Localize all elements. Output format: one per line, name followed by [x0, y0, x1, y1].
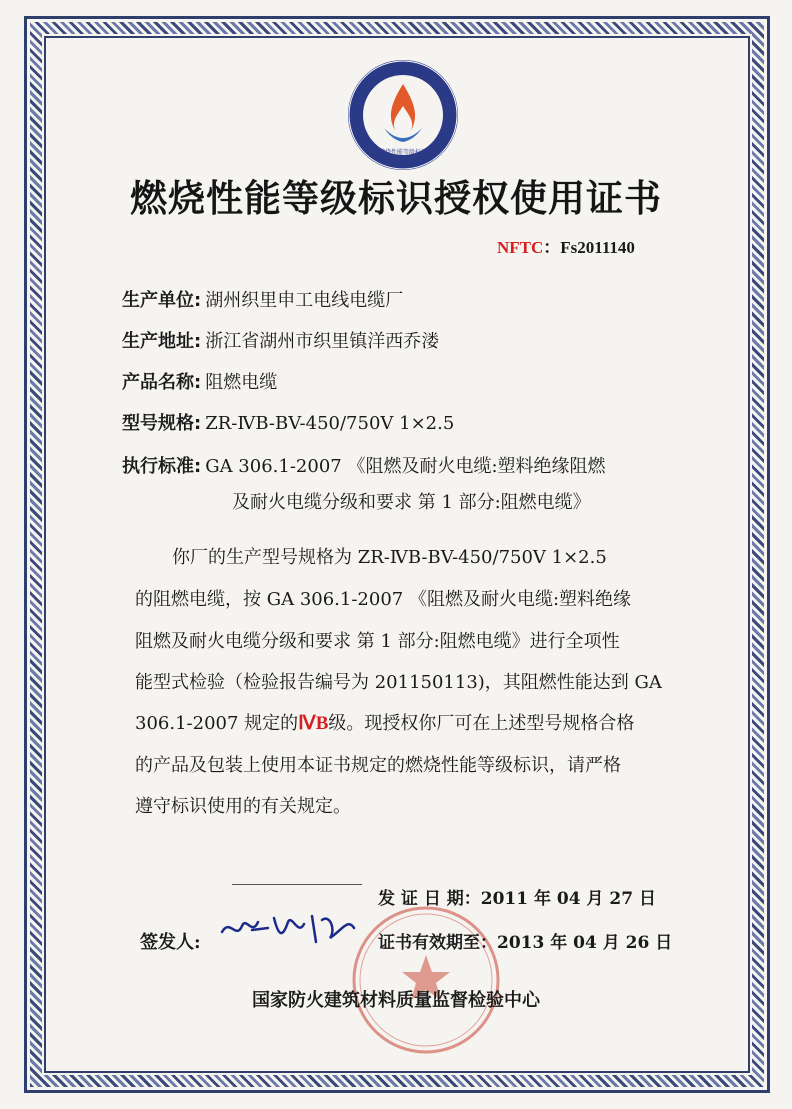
field-manufacturer: [122, 286, 403, 312]
signer-label: 签发人:: [140, 932, 201, 953]
issue-date: 发 证 日 期：2011 年 04 月 27 日: [378, 889, 656, 909]
body-line: 阻燃及耐火电缆分级和要求 第 1 部分:阻燃电缆》进行全项性: [135, 631, 620, 652]
field-model-spec: [122, 409, 454, 435]
certificate-title: 燃烧性能等级标识授权使用证书: [130, 176, 662, 220]
cert-number-prefix: NFTC: [497, 238, 544, 257]
body-line: 能型式检验（检验报告编号为 201150113)，其阻燃性能达到 GA: [135, 672, 662, 693]
body-line: [135, 709, 701, 735]
grade-highlight: ⅣB: [298, 713, 329, 734]
field-product-name: [122, 368, 277, 394]
body-line: 你厂的生产型号规格为 ZR-ⅣB-BV-450/750V 1×2.5: [172, 547, 607, 568]
field-label: 型号规格:: [122, 413, 202, 434]
field-value: 阻燃电缆: [205, 372, 278, 393]
field-value: GA 306.1-2007 《阻燃及耐火电缆:塑料绝缘阻燃: [205, 456, 606, 477]
center-logo-icon: [346, 58, 460, 172]
signature-line: [232, 884, 362, 885]
body-line: 的产品及包装上使用本证书规定的燃烧性能等级标识，请严格: [135, 755, 621, 776]
logo-bottom-label: 燃烧性能等级标识: [378, 149, 428, 156]
standard-continuation: 及耐火电缆分级和要求 第 1 部分:阻燃电缆》: [232, 492, 591, 513]
field-label: 生产地址:: [122, 331, 202, 352]
field-value: 浙江省湖州市织里镇洋西乔溇: [205, 331, 440, 352]
handwritten-signature: [212, 900, 372, 950]
field-value: 湖州织里申工电线电缆厂: [205, 290, 404, 311]
body-line: 遵守标识使用的有关规定。: [135, 796, 351, 817]
cert-number-value: Fs2011140: [560, 238, 635, 257]
certificate-number: [497, 233, 635, 258]
body-text: 306.1-2007 规定的: [135, 713, 299, 734]
issuing-authority: 国家防火建筑材料质量监督检验中心: [252, 990, 540, 1011]
field-label: 生产单位:: [122, 290, 202, 311]
field-label: 执行标准:: [122, 456, 202, 477]
body-line: 的阻燃电缆，按 GA 306.1-2007 《阻燃及耐火电缆:塑料绝缘: [135, 589, 632, 610]
body-text: 级。现授权你厂可在上述型号规格合格: [328, 713, 635, 734]
field-value: ZR-ⅣB-BV-450/750V 1×2.5: [205, 413, 455, 434]
cert-number-separator: ：: [543, 238, 561, 257]
valid-until-date: 证书有效期至：2013 年 04 月 26 日: [378, 933, 673, 953]
field-address: [122, 327, 439, 353]
field-standard: [122, 452, 606, 478]
field-label: 产品名称:: [122, 372, 202, 393]
